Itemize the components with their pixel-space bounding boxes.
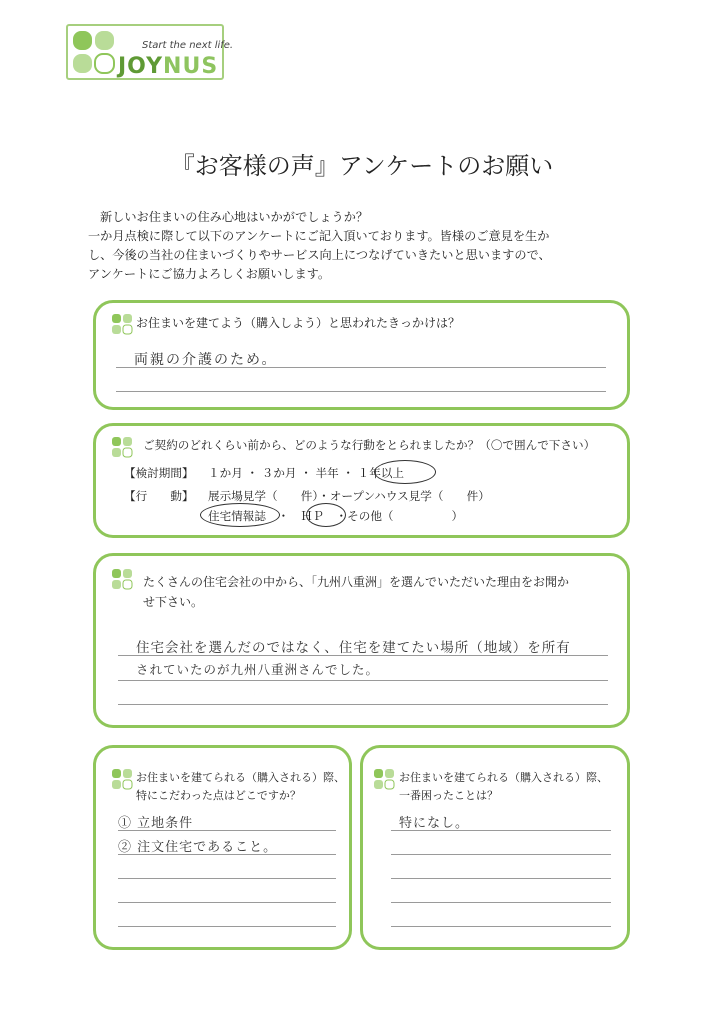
answer-line: [118, 680, 608, 681]
answer-line: [118, 655, 608, 656]
period-label: 【検討期間】: [124, 466, 194, 480]
question-text: 特にこだわった点はどこですか？: [136, 789, 301, 802]
answer-line: [391, 926, 611, 927]
selected-circle-mark: [374, 460, 436, 484]
question-box-2: [93, 423, 630, 538]
action-options-2: 住宅情報誌 ・ ＨＰ ・その他（ ）: [208, 509, 464, 523]
clover-bullet-icon: [111, 568, 133, 590]
intro-line: 一か月点検に際して以下のアンケートにご記入頂いております。皆様のご意見を生か: [88, 229, 550, 243]
handwritten-answer: ① 立地条件: [118, 816, 194, 831]
action-label: 【行 動】: [124, 489, 194, 503]
answer-line: [118, 854, 336, 855]
handwritten-answer: 両親の介護のため。: [134, 352, 278, 368]
answer-line: [118, 902, 336, 903]
answer-line: [118, 878, 336, 879]
logo-tagline: Start the next life.: [142, 40, 234, 51]
clover-bullet-icon: [373, 768, 395, 790]
handwritten-answer: 住宅会社を選んだのではなく、住宅を建てたい場所（地域）を所有: [136, 640, 571, 656]
question-box-5: [360, 745, 630, 950]
answer-line: [116, 391, 606, 392]
question-box-4: [93, 745, 352, 950]
handwritten-answer: ② 注文住宅であること。: [118, 840, 278, 855]
handwritten-answer: されていたのが九州八重洲さんでした。: [136, 662, 380, 677]
intro-line: し、今後の当社の住まいづくりやサービス向上につなげていきたいと思いますので、: [88, 248, 551, 262]
clover-bullet-icon: [111, 768, 133, 790]
handwritten-answer: 特になし。: [399, 816, 470, 831]
question-text: ご契約のどれくらい前から、どのような行動をとられましたか？（〇で囲んで下さい）: [143, 438, 596, 452]
question-text: お住まいを建てられる（購入される）際、: [399, 771, 608, 784]
question-text: お住まいを建てよう（購入しよう）と思われたきっかけは？: [136, 316, 461, 330]
question-text: たくさんの住宅会社の中から、「九州八重洲」を選んでいただいた理由をお聞か: [143, 575, 570, 589]
company-logo: [66, 24, 234, 80]
answer-line: [391, 902, 611, 903]
page-title: 『お客様の声』アンケートのお願い: [170, 152, 554, 180]
answer-line: [391, 878, 611, 879]
period-options: １か月 ・ ３か月 ・ 半年 ・ １年以上: [208, 466, 405, 480]
answer-line: [116, 367, 606, 368]
clover-logo-icon: [72, 30, 116, 76]
selected-circle-mark: [306, 503, 346, 527]
intro-line: アンケートにご協力よろしくお願いします。: [88, 267, 331, 281]
selected-circle-mark: [200, 503, 280, 527]
answer-line: [118, 926, 336, 927]
question-text: 一番困ったことは？: [399, 789, 498, 802]
clover-bullet-icon: [111, 313, 133, 335]
question-text: せ下さい。: [143, 595, 204, 609]
answer-line: [391, 854, 611, 855]
question-text: お住まいを建てられる（購入される）際、: [136, 771, 345, 784]
question-box-3: [93, 553, 630, 728]
question-box-1: [93, 300, 630, 410]
answer-line: [118, 704, 608, 705]
intro-line: 新しいお住まいの住み心地はいかがでしょうか？: [100, 210, 369, 224]
clover-bullet-icon: [111, 436, 133, 458]
logo-brand: JOYNUS: [118, 54, 219, 79]
intro-text: [88, 208, 640, 284]
action-options-1: 展示場見学（ 件）・オープンハウス見学（ 件）: [208, 489, 490, 503]
answer-line: [118, 830, 336, 831]
answer-line: [391, 830, 611, 831]
